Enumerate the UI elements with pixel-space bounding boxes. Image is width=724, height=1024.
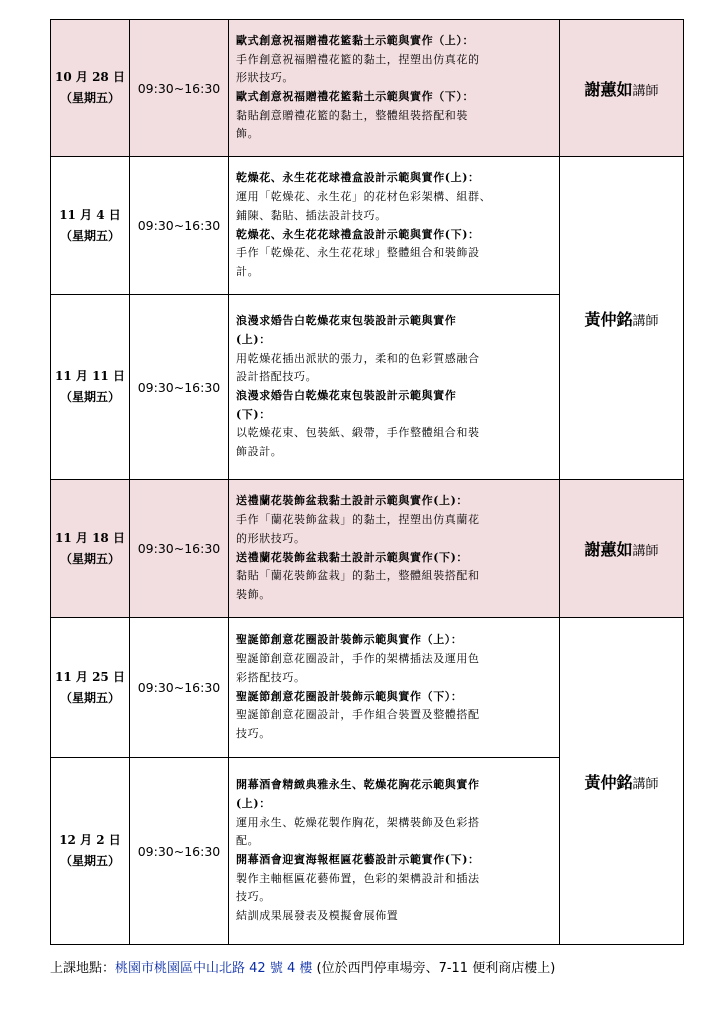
content-cell bbox=[229, 157, 560, 295]
session-description: 手作「蘭花裝飾盆栽」的黏土，捏塑出仿真蘭花 bbox=[236, 513, 480, 527]
time-cell: 09:30~16:30 bbox=[130, 157, 229, 295]
teacher-cell bbox=[560, 618, 684, 945]
date: 12 月 2 日 bbox=[59, 833, 121, 847]
session-heading: 開幕酒會精緻典雅永生、乾燥花胸花示範與實作 bbox=[236, 778, 480, 792]
date: 11 月 11 日 bbox=[55, 369, 125, 383]
session-description: 飾設計。 bbox=[236, 445, 283, 459]
session-heading: 浪漫求婚告白乾燥花束包裝設計示範與實作 bbox=[236, 389, 457, 402]
session-heading: 乾燥花、永生花花球禮盒設計示範與實作(下)： bbox=[236, 227, 480, 241]
weekday: （星期五） bbox=[59, 690, 120, 705]
session-heading: 送禮蘭花裝飾盆栽黏土設計示範與實作(下)： bbox=[236, 550, 469, 564]
session-heading: 送禮蘭花裝飾盆栽黏土設計示範與實作(上)： bbox=[236, 494, 469, 508]
session-description: 黏貼創意贈禮花籃的黏土，整體組裝搭配和裝 bbox=[236, 108, 468, 122]
date-cell bbox=[51, 157, 130, 295]
weekday: （星期五） bbox=[59, 91, 120, 105]
session-heading: 開幕酒會迎賓海報框匾花藝設計示範實作(下)： bbox=[236, 853, 480, 866]
location-label: 上課地點： bbox=[50, 961, 116, 976]
teacher-name: 謝蕙如 bbox=[584, 540, 633, 559]
teacher-title: 講師 bbox=[632, 544, 659, 559]
session-description: 技巧。 bbox=[236, 726, 271, 740]
teacher-cell bbox=[560, 480, 684, 618]
teacher-title: 講師 bbox=[632, 776, 659, 792]
time-cell: 09:30~16:30 bbox=[130, 480, 229, 618]
date-cell bbox=[51, 20, 130, 157]
content-cell bbox=[229, 480, 560, 618]
date-cell bbox=[51, 480, 130, 618]
session-description: 黏貼「蘭花裝飾盆栽」的黏土，整體組裝搭配和 bbox=[236, 569, 480, 583]
date-cell bbox=[51, 758, 130, 945]
date-cell bbox=[51, 618, 130, 758]
schedule-row bbox=[51, 157, 684, 295]
session-description: 技巧。 bbox=[236, 890, 271, 904]
session-description: 以乾燥花束、包裝紙、緞帶，手作整體組合和裝 bbox=[236, 426, 480, 440]
session-heading: 歐式創意祝福贈禮花籃黏土示範與實作（上）： bbox=[236, 33, 475, 47]
schedule-row bbox=[51, 20, 684, 157]
session-description: 製作主軸框匾花藝佈置，色彩的架構設計和插法 bbox=[236, 871, 480, 885]
teacher-cell bbox=[560, 157, 684, 480]
date: 11 月 25 日 bbox=[55, 669, 125, 684]
session-description: 配。 bbox=[236, 834, 260, 848]
location-note: (位於西門停車場旁、7-11 便利商店樓上) bbox=[316, 961, 556, 976]
weekday: （星期五） bbox=[59, 390, 120, 404]
session-heading: (下)： bbox=[236, 407, 271, 421]
session-description: 鋪陳、黏貼、插法設計技巧。 bbox=[236, 208, 387, 222]
time-cell: 09:30~16:30 bbox=[130, 295, 229, 480]
session-heading: (上)： bbox=[236, 332, 271, 346]
location-address: 桃園市桃園區中山北路 42 號 4 樓 bbox=[115, 961, 313, 976]
schedule-row bbox=[51, 480, 684, 618]
content-cell bbox=[229, 295, 560, 480]
session-description: 運用「乾燥花、永生花」的花材色彩架構、組群、 bbox=[236, 190, 492, 204]
teacher-cell bbox=[560, 20, 684, 157]
teacher-title: 講師 bbox=[632, 313, 659, 329]
time-cell: 09:30~16:30 bbox=[130, 758, 229, 945]
teacher-title: 講師 bbox=[632, 83, 659, 99]
session-description: 聖誕節創意花圈設計，手作的架構插法及運用色 bbox=[236, 652, 480, 666]
schedule-row bbox=[51, 618, 684, 758]
session-heading: (上)： bbox=[236, 796, 271, 810]
teacher-name: 黃仲銘 bbox=[584, 772, 633, 792]
teacher-name: 黃仲銘 bbox=[584, 309, 633, 329]
weekday: （星期五） bbox=[59, 228, 120, 243]
session-description: 計。 bbox=[236, 264, 260, 278]
course-schedule-table bbox=[50, 19, 684, 945]
date: 11 月 4 日 bbox=[59, 207, 121, 222]
session-description: 彩搭配技巧。 bbox=[236, 670, 306, 684]
session-description: 手作「乾燥花、永生花花球」整體組合和裝飾設 bbox=[236, 246, 480, 260]
session-description: 結訓成果展發表及模擬會展佈置 bbox=[236, 909, 399, 923]
content-cell bbox=[229, 618, 560, 758]
content-cell bbox=[229, 758, 560, 945]
date: 10 月 28 日 bbox=[55, 70, 125, 84]
session-heading: 歐式創意祝福贈禮花籃黏土示範與實作（下）： bbox=[236, 90, 475, 103]
session-heading: 浪漫求婚告白乾燥花束包裝設計示範與實作 bbox=[236, 314, 457, 328]
session-description: 手作創意祝福贈禮花籃的黏土，捏塑出仿真花的 bbox=[236, 52, 480, 66]
weekday: （星期五） bbox=[59, 551, 120, 566]
session-description: 用乾燥花插出派狀的張力，柔和的色彩質感融合 bbox=[236, 351, 480, 365]
session-description: 形狀技巧。 bbox=[236, 71, 294, 85]
session-heading: 聖誕節創意花圈設計裝飾示範與實作（下）： bbox=[236, 689, 463, 703]
class-location bbox=[50, 957, 555, 976]
weekday: （星期五） bbox=[59, 854, 120, 868]
session-description: 飾。 bbox=[236, 127, 260, 141]
session-heading: 聖誕節創意花圈設計裝飾示範與實作（上）： bbox=[236, 633, 463, 647]
session-heading: 乾燥花、永生花花球禮盒設計示範與實作(上)： bbox=[236, 171, 480, 185]
date-cell bbox=[51, 295, 130, 480]
teacher-name: 謝蕙如 bbox=[584, 79, 633, 99]
session-description: 聖誕節創意花圈設計，手作組合裝置及整體搭配 bbox=[236, 708, 480, 722]
date: 11 月 18 日 bbox=[55, 530, 125, 545]
session-description: 裝飾。 bbox=[236, 587, 271, 601]
session-description: 的形狀技巧。 bbox=[236, 531, 306, 545]
time-cell: 09:30~16:30 bbox=[130, 20, 229, 157]
content-cell bbox=[229, 20, 560, 157]
session-description: 運用永生、乾燥花製作胸花，架構裝飾及色彩搭 bbox=[236, 815, 480, 829]
time-cell: 09:30~16:30 bbox=[130, 618, 229, 758]
session-description: 設計搭配技巧。 bbox=[236, 370, 318, 384]
